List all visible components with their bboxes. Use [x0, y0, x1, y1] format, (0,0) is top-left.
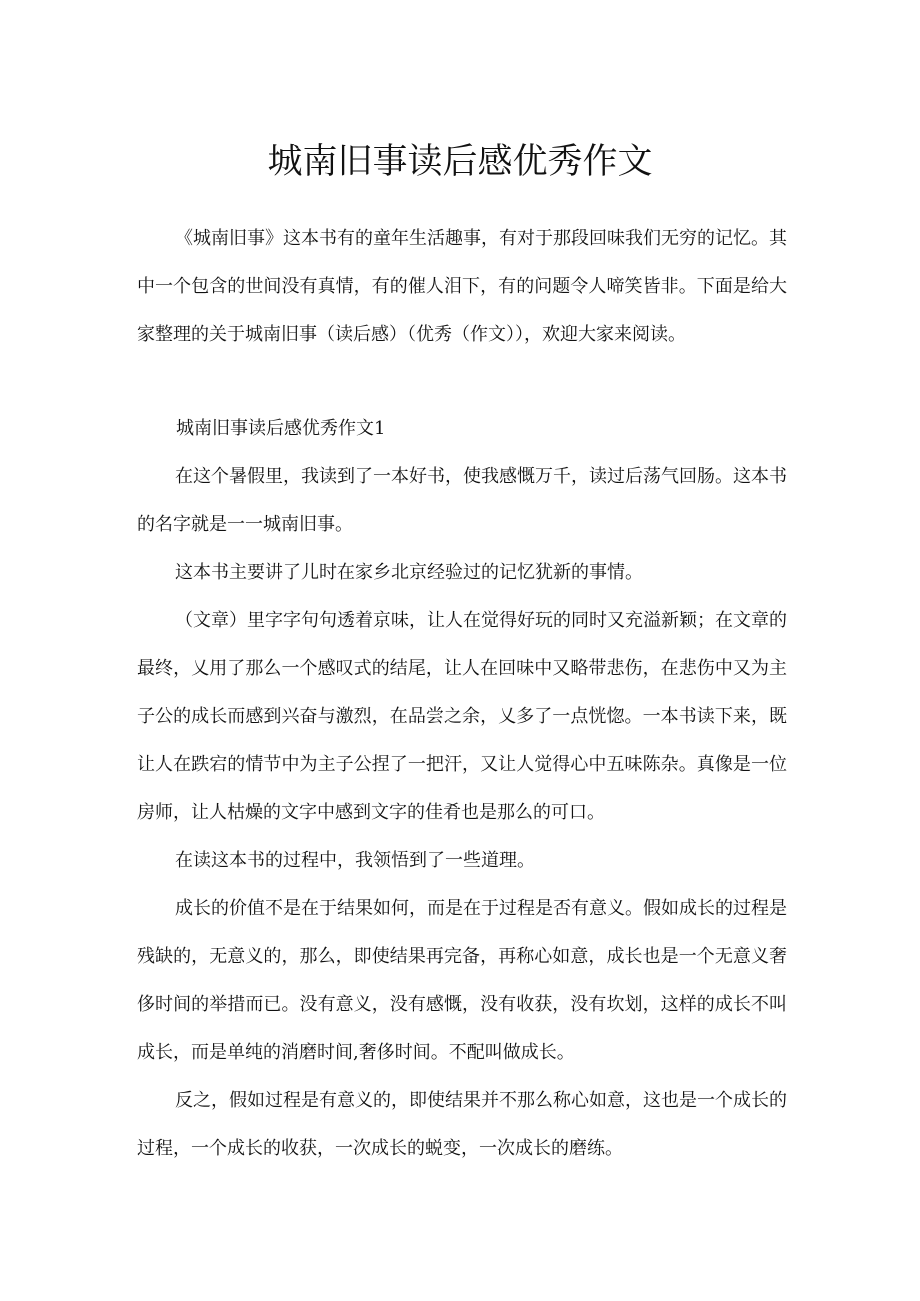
- body-paragraph-4: 在读这本书的过程中，我领悟到了一些道理。: [175, 850, 535, 871]
- intro-paragraph: 《城南旧事》这本书有的童年生活趣事，有对于那段回味我们无穷的记忆。其中一个包含的世间没有真情，有的催人泪下，有的问题令人啼笑皆非。下面是给大家整理的关于城南旧事（读后感）（优秀（作文）），欢迎大家来阅读。: [137, 228, 787, 345]
- body-paragraph-1: 在这个暑假里，我读到了一本好书，使我感慨万千，读过后荡气回肠。这本书的名字就是一一城南旧事。: [137, 466, 787, 535]
- section-heading: 城南旧事读后感优秀作文1: [176, 418, 386, 439]
- body-paragraph-2: 这本书主要讲了儿时在家乡北京经验过的记忆犹新的事情。: [175, 562, 643, 583]
- body-paragraph-5: 成长的价值不是在于结果如何，而是在于过程是否有意义。假如成长的过程是残缺的，无意义的，那么，即使结果再完备，再称心如意，成长也是一个无意义奢侈时间的举措而已。没有意义，没有感慨，没有收获，没有坎划，这样的成长不叫成长，而是单纯的消磨时间,奢侈时间。不配叫做成长。: [137, 898, 787, 1063]
- body-paragraph-6: 反之，假如过程是有意义的，即使结果并不那么称心如意，这也是一个成长的过程，一个成长的收获，一次成长的蜕变，一次成长的磨练。: [137, 1090, 787, 1159]
- body-paragraph-3: （文章）里字字句句透着京味，让人在觉得好玩的同时又充溢新颖；在文章的最终，乂用了那么一个感叹式的结尾，让人在回味中又略带悲伤，在悲伤中又为主子公的成长而感到兴奋与激烈，在品尝之余，乂多了一点恍惚。一本书读下来，既让人在跌宕的情节中为主子公捏了一把汗，又让人觉得心中五味陈杂。真像是一位房师，让人枯燥的文字中感到文字的佳肴也是那么的可口。: [137, 610, 787, 823]
- document-title: 城南旧事读后感优秀作文: [267, 142, 653, 182]
